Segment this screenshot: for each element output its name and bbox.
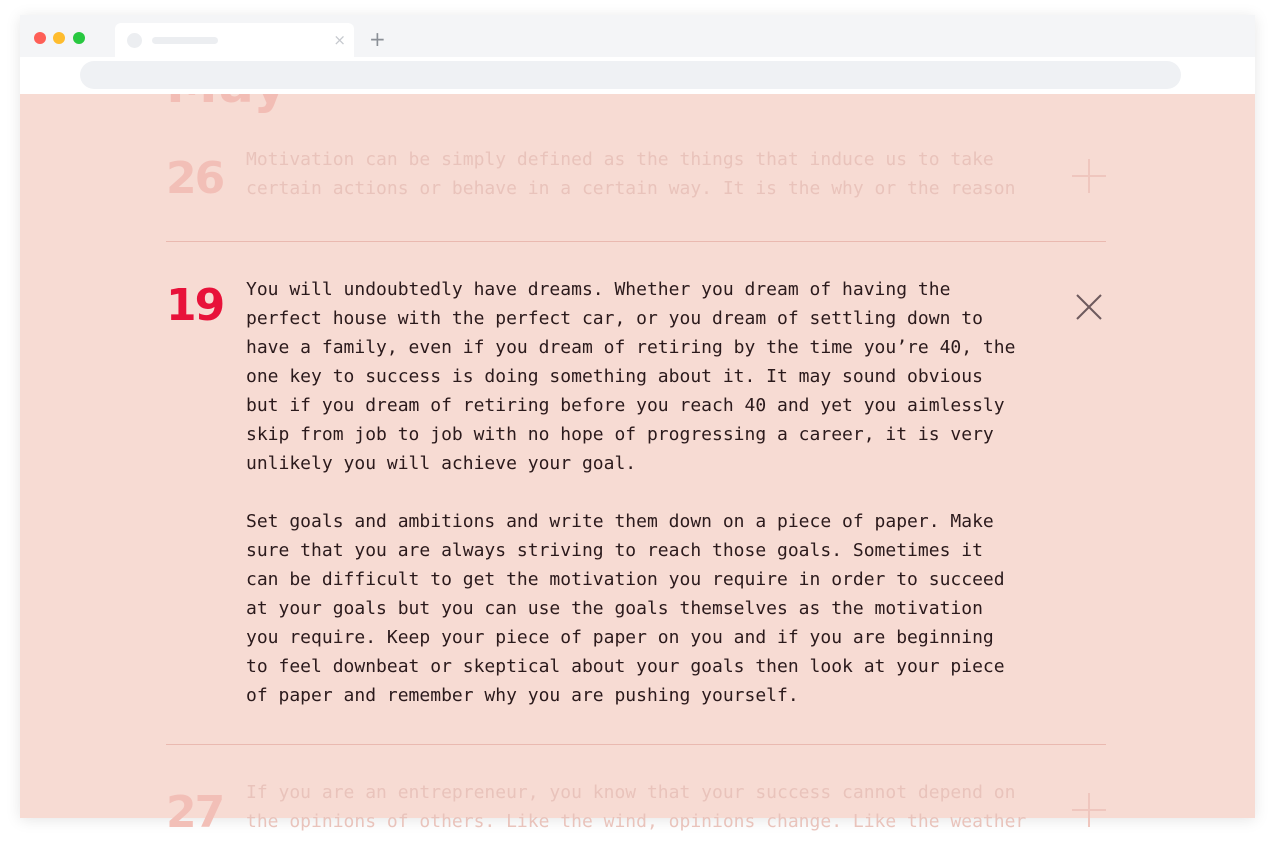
entry-day: 19 xyxy=(166,280,224,331)
entry-day: 26 xyxy=(166,153,224,204)
entry-body xyxy=(246,275,1026,739)
minimize-window-dot-icon[interactable] xyxy=(53,32,65,44)
journal-page xyxy=(20,15,1255,838)
entry-preview xyxy=(246,145,1046,203)
tab-title-placeholder xyxy=(152,37,218,44)
entry-preview xyxy=(246,778,1046,836)
close-window-dot-icon[interactable] xyxy=(34,32,46,44)
divider xyxy=(166,241,1106,242)
favicon-icon xyxy=(127,33,142,48)
maximize-window-dot-icon[interactable] xyxy=(73,32,85,44)
entry-paragraph: You will undoubtedly have dreams. Whether you dream of having the perfect house with the perfect car, or you dream of settling down to have a family, even if you dream of retiring by the time you’re 40, the one key to success is doing something about it. It may sound obvious but if you dream of retiring before you reach 40 and yet you aimlessly skip from job to job with no hope of progressing a career, it is very unlikely you will achieve your goal. xyxy=(246,279,1016,474)
entry-paragraph: Set goals and ambitions and write them down on a piece of paper. Make sure that you are always striving to reach those goals. Sometimes it can be difficult to get the motivation you require in order to succeed at your goals but you can use the goals themselves as the motivation you require. Keep your piece of paper on you and if you are beginning to feel downbeat or skeptical about your goals then look at your piece of paper and remember why you are pushing yourself. xyxy=(246,511,1005,706)
browser-tab[interactable] xyxy=(115,23,354,57)
entry-27[interactable] xyxy=(166,778,1106,838)
entry-19 xyxy=(166,275,1106,725)
tab-close-icon[interactable]: × xyxy=(333,31,346,49)
expand-plus-icon[interactable] xyxy=(1072,793,1106,827)
entry-preview-line: the opinions of others. Like the wind, opinions change. Like the weather xyxy=(246,811,1027,832)
entry-preview-line: Motivation can be simply defined as the things that induce us to take xyxy=(246,149,994,170)
entry-26[interactable] xyxy=(166,145,1106,205)
browser-window xyxy=(20,15,1255,838)
browser-chrome xyxy=(20,15,1255,94)
entry-preview-line: If you are an entrepreneur, you know that your success cannot depend on xyxy=(246,782,1016,803)
expand-plus-icon[interactable] xyxy=(1072,159,1106,193)
entry-preview-line: certain actions or behave in a certain way. It is the why or the reason xyxy=(246,178,1016,199)
divider xyxy=(166,744,1106,745)
address-bar[interactable] xyxy=(80,61,1181,89)
new-tab-plus-icon[interactable]: + xyxy=(369,27,386,51)
browser-toolbar xyxy=(20,57,1255,94)
close-icon[interactable] xyxy=(1074,292,1104,322)
entry-day: 27 xyxy=(166,787,224,838)
